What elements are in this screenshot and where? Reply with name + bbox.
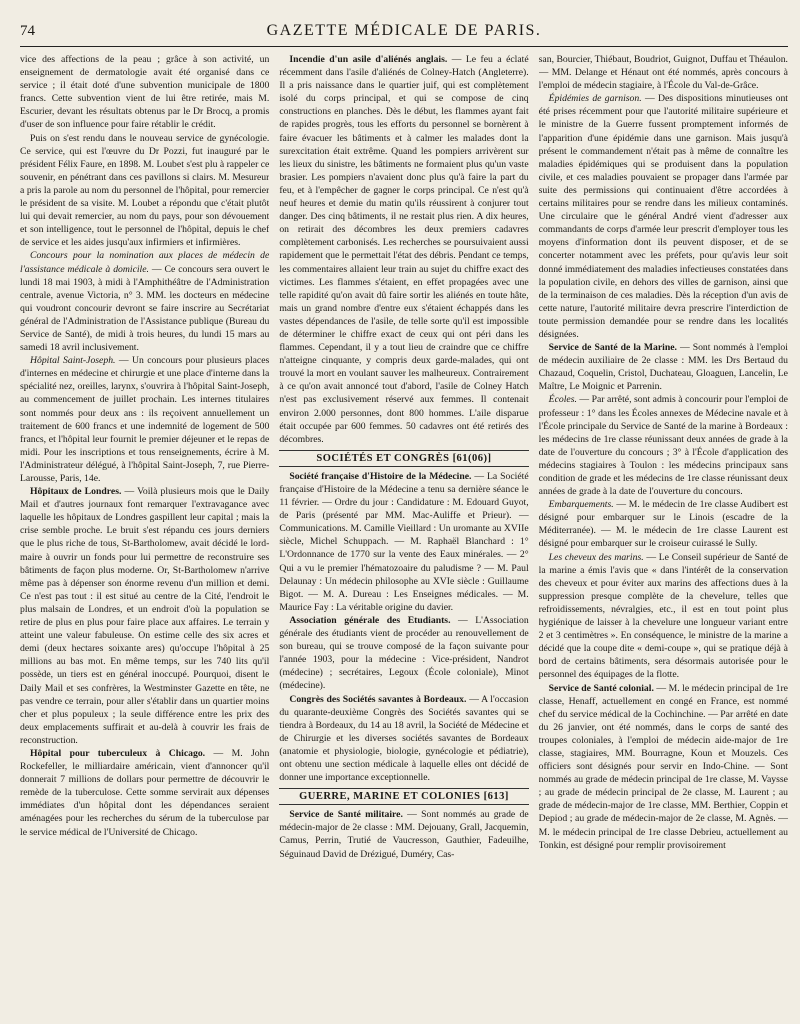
article-body: — Voilà plusieurs mois que le Daily Mail et d'autres journaux font remarquer l'extravagance avec laquelle les hôpitaux de Londres gaspillent leur capital ; mais la crise semble proche. Le bruit s'est répandu ces jours derniers que le plus riche de tous, St-Bartholomew, avait décidé le lord-maire à ouvrir un fonds pour lui permettre de reconstruire ses bâtiments de façon plus moderne. Or, St-Bartholomew n'arrive même pas à dépenser son énorme revenu d'un million et demi. Ce n'est pas tout : il est situé au centre de la Cité, l'endroit le plus malsain de Londres, et un endroit d'où la population se retire de plus en plus pour faire place aux affaires. Le terrain y atteint une valeur fabuleuse. On estime celle des six acres et demi (deux hectares soixante ares) qu'occupe l'hôpital à 25 millions au bas mot. En même temps, sur les 740 lits qu'il possède, un tiers est en général inoccupé. Pourquoi, disent le Daily Mail et ses confrères, la Westminster Gazette en tête, ne pas vendre ce terrain, pour aller s'établir dans un quartier moins cher et plus populeux ; la seule différence entre les prix des deux emplacements suffirait et au-delà à couvrir les frais de reconstruction. <box>20 486 270 746</box>
article-epidemies <box>539 92 788 341</box>
article-heading: Écoles. <box>548 394 577 406</box>
article-body: — M. le médecin de 1re classe Audibert est désigné pour embarquer sur le Linois (escadre de la Méditerranée). — M. le médecin de 1re classe Laurent est désigné pour embarquer sur le croiseur cuirassé le Sully. <box>538 499 788 550</box>
article-marine <box>539 341 788 393</box>
article-saint-joseph <box>20 354 269 485</box>
article-body: — M. le médecin principal de 1re classe, Henaff, actuellement en congé en France, est nommé chef du service médical de la Cochinchine. — Par arrêté en date du 26 janvier, ont été nommés, dans le corps de santé des troupes coloniales, à l'emploi de médecin aide-major de 1re classe, stagiaires, MM. Bourragne, Koun et Mouzels. Ces officiers sont désignés pour servir en Indo-Chine. — Sont nommés au grade de médecin principal de 1re classe, M. Vaysse ; au grade de médecin principal de 2e classe, M. Laurent ; au grade de médecin-major de 1re classe, MM. Berthier, Coppin et Depiod ; au grade de médecin-major de 2e classe, M. Agnès. — M. le médecin principal de 1re classe Debrieu, actuellement au Tonkin, est désigné pour remplir provisoirement <box>538 682 788 851</box>
article-body: — Sont nommés au grade de médecin-major de 2e classe : MM. Dejouany, Grall, Jacquemin, Camus, Perrin, Trutié de Vaucresson, Gauthier, Fadeuilhe, Séguinaud David de Drézigué, Duméry, Cas- <box>279 809 529 860</box>
article-body: — L'Association générale des étudiants vient de procéder au renouvellement de son bureau, qui se trouve composé de la façon suivante pour l'année 1903, pour la médecine : Vice-président, Nandrot (médecine) ; secrétaires, Legoux (École coloniale), Minot (médecine). <box>279 614 529 692</box>
article-body: — Sont nommés à l'emploi de médecin auxiliaire de 2e classe : MM. les Drs Bertaud du Chazaud, Coquelin, Cristol, Duchateau, Gloaguen, Lancelin, Le Maître, Le Moignic et Parrenin. <box>538 342 788 393</box>
article-heading: Service de Santé militaire. <box>289 809 403 821</box>
article-body: — A l'occasion du quarante-deuxième Congrès des Sociétés savantes qui se tiendra à Bordeaux, du 14 au 18 avril, la Société de Médecine et de Chirurgie et les diverses sociétés savantes de Bordeaux (anatomie et physiologie, biologie, gynécologie et pédiatrie), ont obtenu une section médicale à laquelle elles ont décidé de donner une importance exceptionnelle. <box>279 693 529 784</box>
article-heading: Service de Santé colonial. <box>548 682 654 694</box>
article-heading: Concours pour la nomination aux places de médecin de l'assistance médicale à domicile. <box>20 250 270 275</box>
column-1 <box>20 53 269 1018</box>
article-chicago <box>20 747 269 839</box>
article-heading: Les cheveux des marins. <box>548 551 644 563</box>
article-heading: Service de Santé de la Marine. <box>548 342 677 354</box>
paragraph: vice des affections de la peau ; grâce à son activité, un enseignement de dermatologie avait été organisé dans ce service ; il était doté d'une subvention municipale de 1800 francs. Cette subvention vient de lui être retirée, mais M. Escurier, devant les résultats obtenus par le Dr Brocq, a promis d'user de son influence pour faire rétablir le crédit. <box>20 54 270 131</box>
article-heading: Hôpital Saint-Joseph. <box>30 355 116 367</box>
article-histoire <box>279 470 528 614</box>
article-body: — La Société française d'Histoire de la Médecine a tenu sa dernière séance le 11 février. — Ordre du jour : Candidature : M. Edouard Guyot, de Paris (présenté par MM. Mac-Auliffe et Prieur). — Communications. M. Camille Vieillard : Un uromante au XVIIe siècle, Michel Schuppach. — M. Raphaël Blanchard : 1° L'Ordonnance de 1770 sur la vente des Eaux minérales. — 2° Qui a vu le premier l'hématozoaire du paludisme ? — M. Paul Delaunay : Un médecin philosophe au XVIe siècle : Guillaume Bigot. — M. A. Dureau : Les Enseignes médicales. — M. Maurice Fay : La véritable origine du davier. <box>279 470 529 613</box>
article-cheveux <box>539 551 788 682</box>
article-body: — Un concours pour plusieurs places d'internes en médecine et chirurgie et une place d'interne dans la spécialité nez, oreilles, larynx, s'ouvrira à l'hôpital Saint-Joseph, au commencement de juillet prochain. Les internes titulaires sont nommés pour deux ans : ils reçoivent annuellement un traitement de 600 francs et une indemnité de logement de 500 francs, et l'hôpital leur fournit le premier déjeuner et le repas de midi. Pour les inscriptions et tous renseignements, écrire à M. l'Administrateur délégué, à l'hôpital Saint-Joseph, 7, rue Pierre-Larousse, Paris, 14e. <box>20 355 270 484</box>
article-body: — Des dispositions minutieuses ont été prises récemment pour que l'autorité militaire supérieure et le ministre de la Guerre fussent promptement informés de l'apparition d'une épidémie dans une garnison. Mais jusqu'à présent le commandement n'était pas à même de connaître les maladies épidémiques qui se produisent dans la population civile, et ces maladies pouvaient se propager dans l'armée par suite des permissions qui continuaient d'être accordées à certains militaires pour se rendre dans les milieux contaminés. Une circulaire que le général André vient d'adresser aux commandants de corps d'armée leur prescrit d'employer tous les moyens d'information dont ils peuvent disposer, et de se concerter notamment avec les préfets, pour qu'avis leur soit donné immédiatement des maladies infectieuses constatées dans la population civile, en dehors des villes de garnison, ainsi que de la terminaison de ces maladies. Dès la réception d'un avis de cette nature, l'autorité militaire devra prescrire l'interdiction de toute permission demandée pour se rendre dans les localités désignées. <box>538 93 788 340</box>
article-body: — M. John Rockefeller, le milliardaire américain, vient d'annoncer qu'il donnerait 7 millions de dollars pour permettre de découvrir le remède de la tuberculose. Cette somme servirait aux dépenses immédiates d'un hôpital dont les dépendances seraient aménagées pour les recherches du sérum de la tuberculose par le service médical de l'Université de Chicago. <box>20 747 270 838</box>
paragraph: Puis on s'est rendu dans le nouveau service de gynécologie. Ce service, qui est l'œuvre du Dr Pozzi, fut inauguré par le président Félix Faure, en 1898. M. Loubet s'est plu à rappeler ce souvenir, en pénétrant dans ces pavillons si clairs. M. Mesureur a pris la parole au nom du personnel de l'hôpital, pour remercier le président de sa visite. M. Loubet a répondu que c'était plutôt lui qui devait remercier, au nom du pays, pour son dévouement et son intelligence, tout le personnel de l'hôpital, depuis le chef de service et les aides jusqu'aux infirmiers et infirmières. <box>20 132 270 249</box>
journal-title: GAZETTE MÉDICALE DE PARIS. <box>266 22 542 39</box>
paragraph: san, Bourcier, Thiébaut, Boudriot, Guignot, Duffau et Théaulon. — MM. Delange et Hénaut ont été nommés, après concours à l'emploi de médecin stagiaire, à l'École du Val-de-Grâce. <box>538 54 788 92</box>
article-militaire <box>279 808 528 860</box>
article-congres <box>279 693 528 785</box>
article-heading: Incendie d'un asile d'aliénés anglais. <box>289 54 448 65</box>
article-heading: Association générale des Etudiants. <box>289 614 451 626</box>
article-concours <box>20 249 269 354</box>
article-etudiants <box>279 614 528 693</box>
article-heading: Hôpital pour tuberculeux à Chicago. <box>30 747 206 759</box>
article-londres <box>20 485 269 747</box>
article-heading: Société française d'Histoire de la Médecine. <box>289 470 472 482</box>
article-body: — Ce concours sera ouvert le lundi 18 mai 1903, à midi à l'Amphithéâtre de l'Administration centrale, avenue Victoria, n° 3. MM. les docteurs en médecine qui voudront concourir devront se faire inscrire au Secrétariat général de l'Administration de l'Assistance publique (Bureau du Service de Santé), de midi à trois heures, du lundi 15 mars au samedi 18 avril inclusivement. <box>20 263 270 354</box>
article-body: — Par arrêté, sont admis à concourir pour l'emploi de professeur : 1° dans les Écoles annexes de Médecine navale et à l'École principale du Service de Santé de la marine à Bordeaux : les médecins de 1re classe réunissant deux années de grade à la date de l'ouverture du concours ; 3° à l'École d'application des médecins stagiaires à Toulon : les médecins principaux sans condition de grade et les médecins de 1re classe réunissant deux années de grade à la date de l'ouverture du concours. <box>538 394 788 498</box>
article-embarquements <box>539 498 788 550</box>
section-heading-societes: SOCIÉTÉS ET CONGRÈS [61(06)] <box>279 450 528 467</box>
article-body: — Le feu a éclaté récemment dans l'asile d'aliénés de Colney-Hatch (Angleterre). Il a pris naissance dans le quartier juif, qui est complètement isolé du corps principal, et qui se compose de cinq constructions en planches. Dès le début, les flammes ayant fait de rapides progrès, tous les efforts du personnel se bornèrent à faire évacuer les bâtiments et à calmer les malades dont la surexcitation était extrême. Quand les pompiers arrivèrent sur les lieux du sinistre, les bâtiments ne formaient plus qu'un vaste brasier. Les pompiers n'avaient donc plus qu'à faire la part du feu, et à l'empêcher de gagner le corps principal. Ce n'est qu'à neuf heures et demie du matin qu'ils réussirent à conjurer tout danger. Des cinq bâtiments, il ne restait plus rien. A dix heures, on retirait des décombres les deux premiers cadavres complètement carbonisés. Les recherches se poursuivaient aussi rapidement que le permettait l'état des débris. Pendant ce temps, les commentaires allaient leur train au sujet du chiffre exact des victimes. Les flammes s'étaient, en effet propagées avec une telle rapidité qu'on avait dû faire sortir les aliénés en toute hâte, mais un grand nombre d'entre eux s'étaient échappés dans les vastes dépendances de l'asile, de telle sorte qu'il est impossible de déterminer le chiffre exact de ceux qui ont péri dans les flammes. Cependant, il y a tout lieu de craindre que ce chiffre n'atteigne cinquante, y compris deux garde-malades, qui ont trouvé la mort en voulant sauver les malheureux. Contrairement à ce qu'on avait annoncé tout d'abord, l'asile de Colney Hatch n'est pas exclusivement réservé aux femmes. Il contenait environ 2.000 personnes, dont 800 hommes. L'aile disparue était occupée par 600 femmes. 50 cadavres ont été retirés des décombres. <box>279 54 529 445</box>
page-header <box>20 22 788 47</box>
section-heading-guerre: GUERRE, MARINE ET COLONIES [613] <box>279 788 528 805</box>
page-number: 74 <box>20 23 35 39</box>
columns <box>20 53 788 1018</box>
article-ecoles <box>539 393 788 498</box>
article-heading: Congrès des Sociétés savantes à Bordeaux. <box>289 693 467 705</box>
article-heading: Épidémies de garnison. <box>548 93 642 105</box>
column-2 <box>279 53 528 1018</box>
article-incendie <box>279 53 528 446</box>
article-heading: Hôpitaux de Londres. <box>30 486 122 498</box>
article-colonial <box>539 682 788 852</box>
article-body: — Le Conseil supérieur de Santé de la marine a émis l'avis que « dans l'intérêt de la conservation des cheveux et pour éviter aux marins des affections dues à la suppression presque complète de la chevelure, telles que refroidissements, névralgies, etc., il est en tout point plus hygiénique de laisser à la chevelure une longueur variant entre 2 et 3 centimètres ». En conséquence, le ministre de la marine a décidé que la coupe dite « demi-coupe », qui se pratique déjà à bord de certains bâtiments, sera désormais autorisée pour le personnel des équipages de la flotte. <box>538 551 788 681</box>
article-heading: Embarquements. <box>548 499 614 511</box>
column-3 <box>539 53 788 1018</box>
